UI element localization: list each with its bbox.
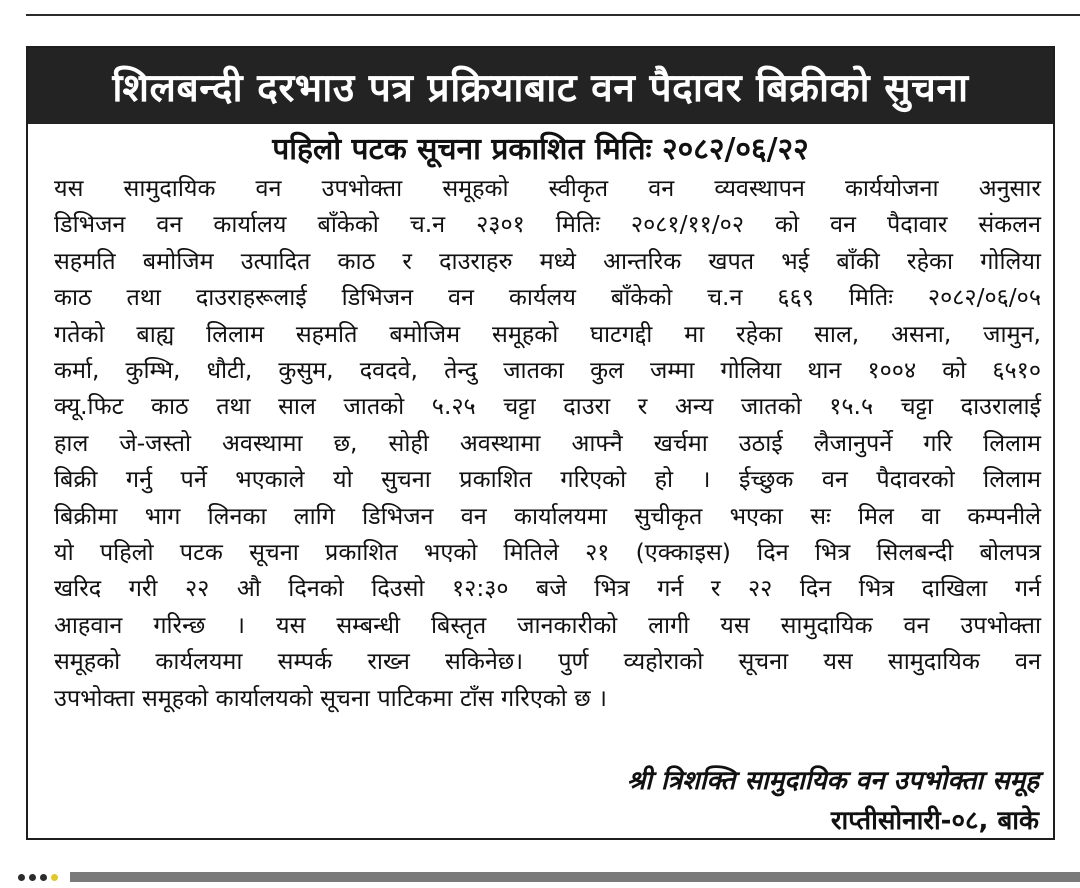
body-line: काठ तथा दाउराहरूलाई डिभिजन वन कार्यलय बाँकेको च.न ६६९ मितिः २०८२/०६/०५ (54, 283, 1041, 312)
notice-box (26, 46, 1055, 840)
body-line: समूहको कार्यलयमा सम्पर्क राख्न सकिनेछ। पुर्ण व्यहोराको सूचना यस सामुदायिक वन (54, 647, 1041, 676)
body-line: बिक्रीमा भाग लिनका लागि डिभिजन वन कार्यालयमा सुचीकृत भएका सः मिल वा कम्पनीले (54, 501, 1041, 530)
body-line: क्यू.फिट काठ तथा साल जातको ५.२५ चट्टा दाउरा र अन्य जातको १५.५ चट्टा दाउरालाई (54, 392, 1041, 421)
footer-bar (70, 872, 1080, 882)
notice-title: शिलबन्दी दरभाउ पत्र प्रक्रियाबाट वन पैदावर बिक्रीको सुचना (112, 65, 969, 111)
body-line: बिक्री गर्नु पर्ने भएकाले यो सुचना प्रकाशित गरिएको हो । ईच्छुक वन पैदावरको लिलाम (54, 465, 1041, 494)
body-line: यो पहिलो पटक सूचना प्रकाशित भएको मितिले २१ (एक्काइस) दिन भित्र सिलबन्दी बोलपत्र (54, 538, 1041, 567)
body-line: हाल जे-जस्तो अवस्थामा छ, सोही अवस्थामा आफ्नै खर्चमा उठाई लैजानुपर्ने गरि लिलाम (54, 428, 1041, 457)
notice-title-bar (28, 48, 1053, 124)
footer-dot-icon (18, 874, 25, 881)
footer-dot-icon (40, 874, 47, 881)
body-line: कर्मा, कुम्भि, धौटी, कुसुम, दवदवे, तेन्दु जातका कुल जम्मा गोलिया थान १००४ को ६५१० (54, 356, 1041, 385)
body-line: डिभिजन वन कार्यालय बाँकेको च.न २३०१ मितिः २०८१/११/०२ को वन पैदावार संकलन (54, 210, 1041, 239)
footer-dot-icon (29, 874, 36, 881)
footer-strip (18, 872, 1080, 882)
top-divider (26, 14, 1080, 16)
signature-organization: श्री त्रिशक्ति सामुदायिक वन उपभोक्ता समूह (626, 766, 1039, 796)
body-line: यस सामुदायिक वन उपभोक्ता समूहको स्वीकृत वन व्यवस्थापन कार्ययोजना अनुसार (54, 174, 1041, 202)
notice-body (54, 170, 1041, 716)
body-line: आहवान गरिन्छ । यस सम्बन्धी बिस्तृत जानकारीको लागी यस सामुदायिक वन उपभोक्ता (54, 610, 1041, 639)
body-line: सहमति बमोजिम उत्पादित काठ र दाउराहरु मध्ये आन्तरिक खपत भई बाँकी रहेका गोलिया (54, 246, 1041, 275)
body-line: गतेको बाह्य लिलाम सहमति बमोजिम समूहको घाटगद्दी मा रहेका साल, असना, जामुन, (54, 319, 1041, 348)
body-line: खरिद गरी २२ औ दिनको दिउसो १२:३० बजे भित्र गर्न र २२ दिन भित्र दाखिला गर्न (54, 574, 1041, 603)
signature-address: राप्तीसोनारी-०८, बाके (830, 806, 1039, 836)
body-line: उपभोक्ता समूहको कार्यालयको सूचना पाटिकमा टाँस गरिएको छ । (54, 683, 607, 712)
published-date-line: पहिलो पटक सूचना प्रकाशित मितिः २०८२/०६/२२ (272, 132, 809, 167)
footer-dot-accent-icon (51, 874, 58, 881)
